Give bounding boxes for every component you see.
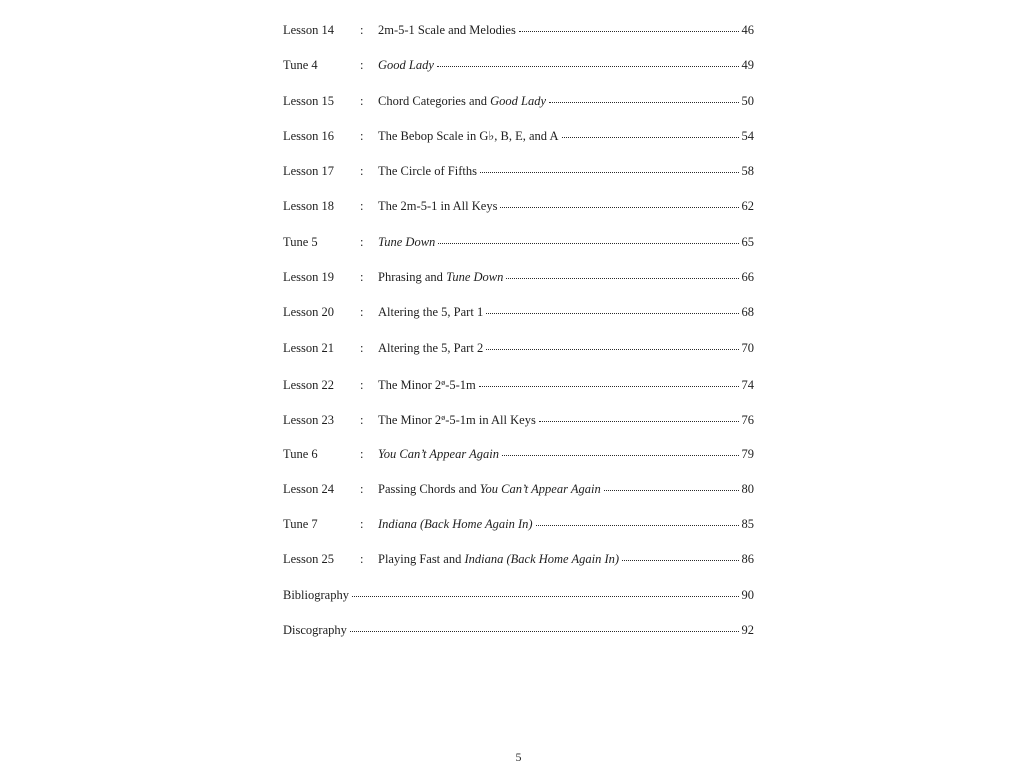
entry-title-text: Altering the 5, Part 1 — [378, 305, 484, 320]
entry-separator: : — [360, 552, 364, 567]
entry-title-italic: Tune Down — [446, 270, 504, 285]
toc-row — [283, 375, 754, 410]
entry-page-number: 90 — [741, 587, 754, 602]
entry-page-number: 65 — [741, 234, 754, 249]
entry-title — [378, 551, 619, 567]
entry-title-text: The Minor 2 — [378, 413, 442, 428]
entry-label: Lesson 22 — [283, 377, 335, 392]
entry-title — [378, 22, 516, 38]
entry-separator: : — [360, 340, 364, 355]
entry-page-number: 74 — [741, 377, 754, 392]
entry-title — [378, 128, 559, 144]
entry-title — [378, 446, 499, 462]
entry-title-italic: Good Lady — [378, 58, 434, 73]
entry-page-number: 58 — [741, 164, 754, 179]
entry-separator: : — [360, 481, 364, 496]
toc-row — [283, 93, 754, 128]
entry-title-text: Passing Chords and — [378, 481, 480, 496]
toc-row — [283, 551, 754, 586]
entry-separator: : — [360, 199, 364, 214]
dot-leader — [539, 421, 739, 422]
entry-title — [378, 234, 435, 250]
toc-row — [283, 304, 754, 339]
entry-title-italic: You Can’t Appear Again — [479, 481, 601, 496]
dot-leader — [604, 490, 739, 491]
dot-leader — [438, 243, 738, 244]
entry-title-text: -5-1m in All Keys — [445, 413, 536, 428]
entry-title-text: Discography — [283, 623, 347, 638]
toc-row — [283, 516, 754, 551]
entry-label: Lesson 20 — [283, 305, 335, 320]
entry-label: Tune 5 — [283, 234, 318, 249]
entry-title-superscript: ø — [441, 413, 446, 423]
entry-title — [378, 163, 477, 179]
entry-page-number: 66 — [741, 270, 754, 285]
entry-title — [378, 340, 483, 356]
toc-row — [283, 57, 754, 92]
entry-page-number: 80 — [741, 481, 754, 496]
entry-title — [378, 57, 434, 73]
toc-list — [283, 22, 754, 657]
entry-page-number: 85 — [741, 517, 754, 532]
entry-title-text: 2m-5-1 Scale and Melodies — [378, 23, 516, 37]
entry-page-number: 49 — [741, 58, 754, 73]
dot-leader — [480, 172, 739, 173]
toc-row — [283, 481, 754, 516]
entry-page-number: 76 — [741, 413, 754, 428]
entry-title-text: The Minor 2 — [378, 377, 442, 392]
entry-page-number: 70 — [741, 340, 754, 355]
toc-row — [283, 622, 754, 657]
entry-title-text: -5-1m — [445, 377, 476, 392]
toc-row — [283, 587, 754, 622]
entry-separator: : — [360, 270, 364, 285]
entry-label: Tune 6 — [283, 446, 318, 461]
dot-leader — [350, 631, 739, 632]
entry-title — [378, 481, 601, 497]
entry-title-italic: Indiana (Back Home Again In) — [464, 552, 620, 567]
entry-title — [378, 304, 483, 320]
entry-title-text: Chord Categories and — [378, 93, 491, 108]
dot-leader — [622, 560, 738, 561]
dot-leader — [479, 386, 739, 387]
toc-row — [283, 269, 754, 304]
entry-title-superscript: ø — [441, 377, 446, 387]
entry-separator: : — [360, 305, 364, 320]
entry-separator: : — [360, 377, 364, 392]
entry-title — [378, 410, 536, 428]
entry-label: Lesson 19 — [283, 270, 335, 285]
entry-title-italic: You Can’t Appear Again — [378, 446, 499, 461]
entry-page-number: 86 — [741, 552, 754, 567]
dot-leader — [536, 525, 739, 526]
entry-label: Lesson 21 — [283, 340, 335, 355]
toc-row — [283, 128, 754, 163]
entry-title-text: The 2m-5-1 in All Keys — [378, 199, 498, 214]
entry-separator: : — [360, 234, 364, 249]
dot-leader — [519, 31, 739, 32]
dot-leader — [506, 278, 738, 279]
entry-label: Lesson 14 — [283, 23, 335, 37]
entry-page-number: 54 — [741, 128, 754, 143]
entry-label: Lesson 23 — [283, 413, 335, 428]
entry-page-number: 46 — [741, 23, 754, 37]
toc-row — [283, 22, 754, 57]
toc-row — [283, 163, 754, 198]
entry-label: Lesson 16 — [283, 128, 335, 143]
entry-title — [378, 198, 497, 214]
entry-title-italic: Indiana (Back Home Again In) — [378, 517, 533, 532]
dot-leader — [562, 137, 739, 138]
entry-separator: : — [360, 164, 364, 179]
entry-title-text: Altering the 5, Part 2 — [378, 340, 484, 355]
entry-page-number: 68 — [741, 305, 754, 320]
entry-label: Lesson 17 — [283, 164, 335, 179]
dot-leader — [486, 349, 738, 350]
toc-row — [283, 446, 754, 481]
entry-title-text: The Bebop Scale in G♭, B, E, and A — [378, 128, 559, 143]
entry-page-number: 92 — [741, 623, 754, 638]
dot-leader — [437, 66, 739, 67]
entry-separator: : — [360, 446, 364, 461]
entry-title-italic: Good Lady — [490, 93, 547, 108]
toc-row — [283, 340, 754, 375]
page-number: 5 — [515, 750, 522, 764]
entry-label: Tune 7 — [283, 517, 318, 532]
entry-title — [378, 375, 476, 393]
entry-label: Tune 4 — [283, 58, 318, 73]
entry-title — [283, 587, 349, 603]
entry-separator: : — [360, 128, 364, 143]
entry-label: Lesson 18 — [283, 199, 335, 214]
entry-separator: : — [360, 93, 364, 108]
dot-leader — [502, 455, 739, 456]
dot-leader — [500, 207, 738, 208]
entry-title-text: Playing Fast and — [378, 552, 465, 567]
entry-title — [378, 269, 503, 285]
entry-label: Lesson 24 — [283, 481, 335, 496]
entry-title-text: The Circle of Fifths — [378, 164, 477, 179]
toc-row — [283, 198, 754, 233]
entry-title-italic: Tune Down — [378, 234, 436, 249]
entry-page-number: 62 — [741, 199, 754, 214]
entry-label: Lesson 25 — [283, 552, 335, 567]
entry-separator: : — [360, 23, 364, 37]
entry-separator: : — [360, 413, 364, 428]
entry-title — [378, 93, 546, 109]
dot-leader — [352, 596, 739, 597]
toc-row — [283, 410, 754, 445]
entry-title-text: Phrasing and — [378, 270, 447, 285]
entry-page-number: 50 — [741, 93, 754, 108]
entry-label: Lesson 15 — [283, 93, 335, 108]
entry-title — [378, 516, 533, 532]
entry-separator: : — [360, 58, 364, 73]
dot-leader — [549, 102, 738, 103]
entry-title — [283, 622, 347, 638]
dot-leader — [486, 313, 738, 314]
entry-separator: : — [360, 517, 364, 532]
entry-title-text: Bibliography — [283, 587, 349, 602]
entry-page-number: 79 — [741, 446, 754, 461]
toc-row — [283, 234, 754, 269]
